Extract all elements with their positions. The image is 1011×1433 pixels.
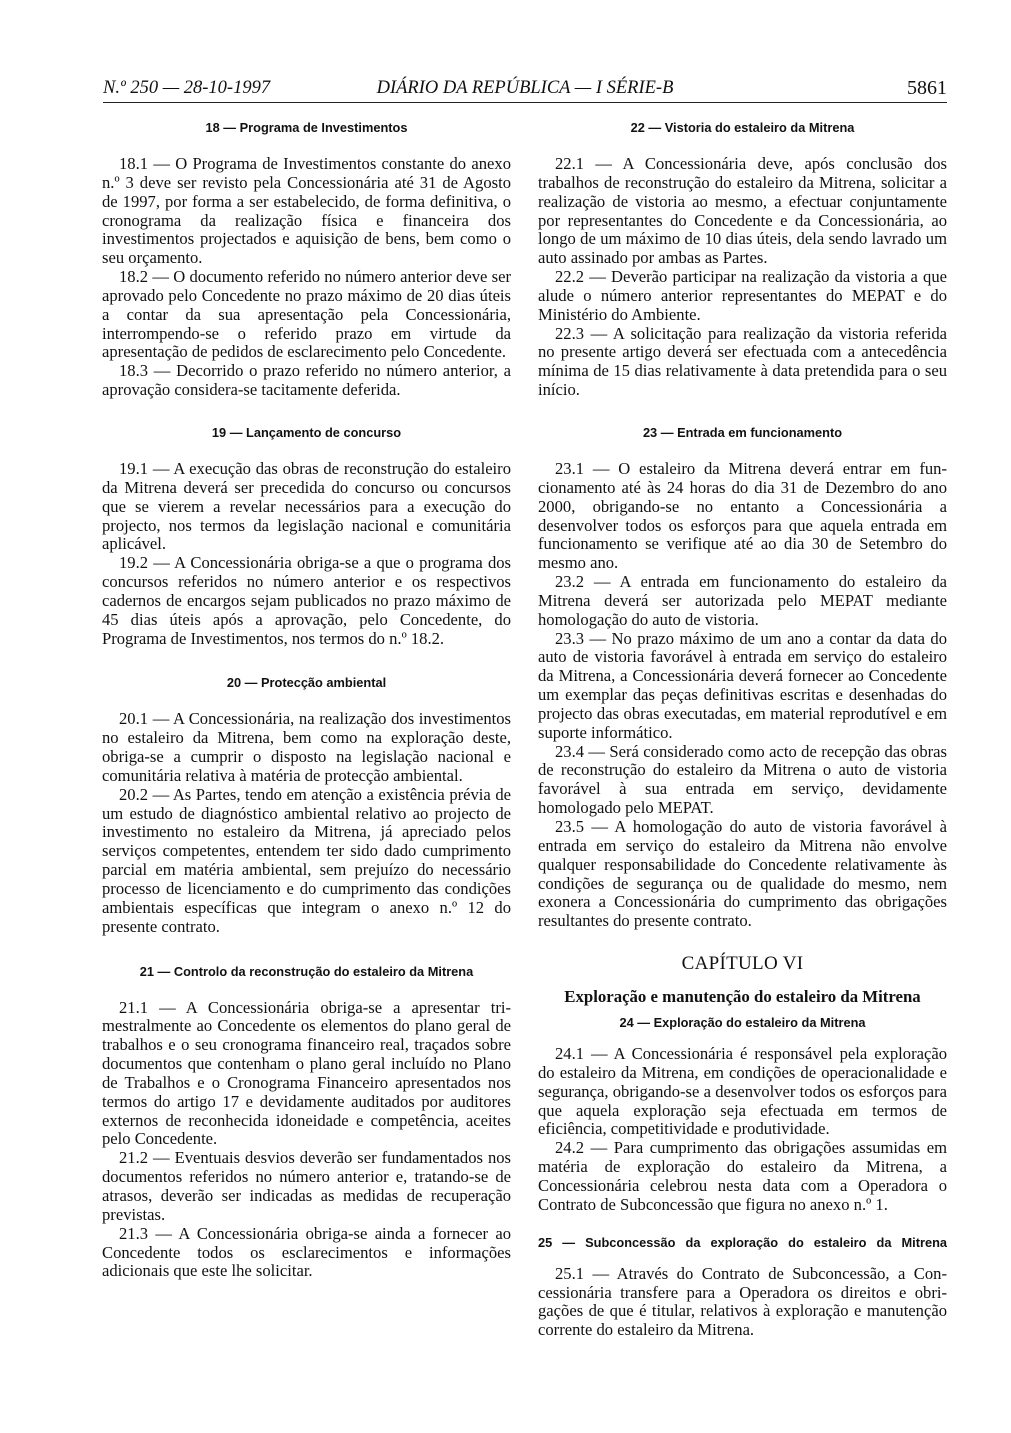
paragraph: 20.1 — A Concessionária, na realização dos investimentos no estaleiro da Mitrena, bem como na exploração deste, obriga-se a cumprir o disposto na legislação nacional e comunitária relativa à matéria de protecção ambiental. [102, 709, 511, 785]
right-column [538, 120, 947, 1340]
paragraph: 18.1 — O Programa de Investimentos constante do anexo n.º 3 deve ser revisto pela Concessionária até 31 de Agosto de 1997, por forma a ser estabelecido, de forma definitiva, o cronograma da realização física e financeira dos investimentos projectados e aquisição de bens, bem como o seu orçamento. [102, 154, 511, 268]
chapter-title: Exploração e manutenção do estaleiro da Mitrena [564, 987, 921, 1007]
section-heading: 18 — Programa de Investimentos [205, 120, 408, 135]
section-heading: 24 — Exploração do estaleiro da Mitrena [619, 1015, 866, 1031]
paragraph: 23.5 — A homologação do auto de vistoria favorável à entrada em serviço do estaleiro da Mitrena não envolve qualquer responsabilidade do Concedente relativamente às condições de segurança ou de qualidade do mesmo, nem exonera a Concessionária do cumprimento das obrigações resultantes do presente contrato. [538, 817, 947, 931]
section-heading: 20 — Protecção ambiental [226, 675, 387, 691]
section-heading: 22 — Vistoria do estaleiro da Mitrena [630, 120, 855, 135]
paragraph: 22.3 — A solicitação para realização da vistoria referida no presente artigo deverá ser efectuada com a antecedência mínima de 15 dias relativamente à data pretendida para o seu início. [538, 323, 947, 400]
section-heading: 19 — Lançamento de concurso [211, 424, 402, 440]
paragraph: 19.2 — A Concessionária obriga-se a que o programa dos concursos referidos no número anterior e os respectivos cadernos de encargos sejam publicados no prazo máximo de 45 dias úteis após a aprovação, pelo Concedente, do Programa de Investimentos, nos termos do n.º 18.2. [102, 553, 511, 648]
paragraph: 21.3 — A Concessionária obriga-se ainda a fornecer ao Concedente todos os esclarecimentos e informações adicionais que este lhe solicitar. [102, 1223, 511, 1281]
paragraph: 23.3 — No prazo máximo de um ano a contar da data do auto de vistoria favorável à entrada em serviço do estaleiro da Mitrena, a Concessionária deverá fornecer ao Concedente um exemplar das peças definitivas escritas e desenhadas do projecto das obras executadas, em material reprodutível e em suporte informático. [538, 628, 947, 742]
publication-title: DIÁRIO DA REPÚBLICA — I SÉRIE-B [376, 78, 674, 98]
chapter-label: CAPÍTULO VI [681, 953, 804, 975]
paragraph: 18.2 — O documento referido no número anterior deve ser aprovado pelo Concedente no prazo máximo de 20 dias úteis a contar da sua apresentação pela Concessionária, interrompendo-se o referido prazo em virtude da apresentação de pedidos de esclarecimento pelo Concedente. [102, 267, 511, 362]
section-heading: 23 — Entrada em funcionamento [642, 424, 843, 440]
paragraph: 23.2 — A entrada em funcionamento do estaleiro da Mitrena deverá ser autorizada pelo MEPAT mediante homologação do auto de vistoria. [538, 572, 947, 629]
section-heading: 21 — Controlo da reconstrução do estaleiro da Mitrena [139, 963, 474, 979]
paragraph: 23.1 — O estaleiro da Mitrena deverá entrar em funcionamento até às 24 horas do dia 31 de Dezembro do ano 2000, obrigando-se no entanto a Concessionária a desenvolver todos os esforços para que aquela entrada em funcionamento se verifique até ao dia 30 de Setembro do mesmo ano. [538, 458, 947, 573]
paragraph: 20.2 — As Partes, tendo em atenção a existência prévia de um estudo de diagnóstico ambiental relativo ao projecto de investimento no estaleiro da Mitrena, já apreciado pelos serviços competentes, entendem ter sido dado cumprimento parcial em matéria ambiental, sem prejuízo do necessário processo de licenciamento e do cumprimento das condições ambientais específicas que integram o anexo n.º 12 do presente contrato. [102, 784, 511, 936]
paragraph: 22.2 — Deverão participar na realização da vistoria a que alude o número anterior representantes do MEPAT e do Ministério do Ambiente. [538, 267, 947, 324]
paragraph: 25.1 — Através do Contrato de Subconcessão, a Concessionária transfere para a Operadora os direitos e obrigações de que é titular, relativos à exploração e manutenção corrente do estaleiro da Mitrena. [538, 1263, 947, 1340]
section-heading: 25 — Subconcessão da exploração do estaleiro da Mitrena [538, 1234, 947, 1250]
paragraph: 24.1 — A Concessionária é responsável pela exploração do estaleiro da Mitrena, em condições de operacionalidade e segurança, obrigando-se a desenvolver todos os esforços para que aquela exploração seja efectuada em termos de eficiência, competitividade e produtividade. [538, 1044, 947, 1139]
paragraph: 21.1 — A Concessionária obriga-se a apresentar trimestralmente ao Concedente os elementos do plano geral de trabalhos e o seu cronograma financeiro real, traçados sobre documentos que contenham o plano geral incluído no Plano de Trabalhos e o Cronograma Financeiro apresentados nos termos do artigo 17 e devidamente auditados por auditores externos de reconhecida idoneidade e competência, aceites pelo Concedente. [102, 997, 511, 1149]
paragraph: 18.3 — Decorrido o prazo referido no número anterior, a aprovação considera-se tacitamente deferida. [102, 361, 511, 400]
page-number: 5861 [907, 77, 947, 99]
paragraph: 22.1 — A Concessionária deve, após conclusão dos trabalhos de reconstrução do estaleiro da Mitrena, solicitar a realização de vistoria ao mesmo, a efectuar conjuntamente por representantes do Concedente e da Concessionária, ao longo de um máximo de 10 dias úteis, dela sendo lavrado um auto assinado por ambas as Partes. [538, 154, 947, 268]
page-header [103, 76, 947, 103]
paragraph: 24.2 — Para cumprimento das obrigações assumidas em matéria de exploração do estaleiro da Mitrena, a Concessionária celebrou nesta data com a Operadora o Contrato de Subconcessão que figura no anexo n.º 1. [538, 1138, 947, 1214]
issue-date: N.º 250 — 28-10-1997 [103, 78, 271, 98]
left-column [102, 120, 511, 1281]
paragraph: 23.4 — Será considerado como acto de recepção das obras de reconstrução do estaleiro da Mitrena o auto de vistoria favorável à sua entrada em serviço, devidamente homologado pelo MEPAT. [538, 741, 947, 818]
paragraph: 19.1 — A execução das obras de reconstrução do estaleiro da Mitrena deverá ser precedida do concurso ou concursos que se vierem a revelar necessários para a execução do projecto, nos termos da legislação nacional e comunitária aplicável. [102, 458, 511, 554]
paragraph: 21.2 — Eventuais desvios deverão ser fundamentados nos documentos referidos no número anterior e, tratando-se de atrasos, deverão ser indicadas as medidas de recuperação previstas. [102, 1148, 511, 1224]
